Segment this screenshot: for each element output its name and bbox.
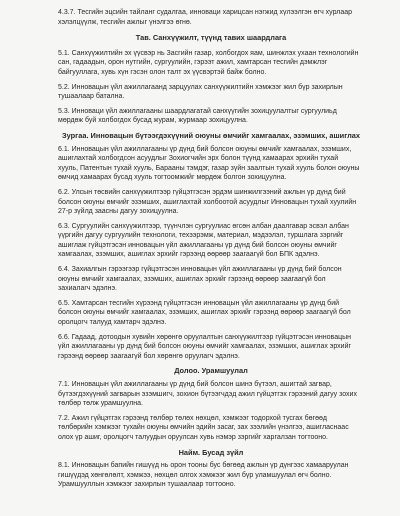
paragraph-7-2 [58, 414, 364, 443]
text-line: хууль, Патентын тухай хууль, Барааны тэмдэг, газар зүйн заалтын тухай хууль болон оюуны [58, 164, 360, 172]
paragraph-8-1 [58, 461, 364, 490]
paragraph-5-2 [58, 83, 364, 102]
text-line: бүтээгдэхүүний загварын эзэмшигч, зохион бүтээгчдэд ажил гүйцэтгэх гэрээний дагуу зохих [58, 390, 357, 398]
text-line: 5.2. Инновацын үйл ажиллагаанд зарцуулах санхүүжилтийн хэмжээг жил бүр захирлын [58, 83, 343, 91]
text-line: оюуны өмчийг хамгаалах, эзэмших, ашиглах эрхийг гэрээнд өөрөөр заагаагүй бол [58, 275, 326, 283]
text-line: төлбөрийн хэмжээг тухайн оюуны өмчийн эдийн засаг, зах зээлийн үнэлгээ, ашигласнаас [58, 424, 349, 432]
section-heading-7: Долоо. Урамшуулал [174, 366, 248, 376]
paragraph-7-1 [58, 380, 364, 409]
text-line: 6.4. Захиалгын гэрээгээр гүйцэтгэсэн инновацын үйл ажиллагааны үр дүнд бий болсон [58, 266, 342, 274]
text-line: болсон оюуны өмчийг хамгаалах, эзэмших, ашиглах эрхийг гэрээнд өөрөөр заагаагүй бол [58, 309, 351, 317]
text-line: хамгаалах, эзэмших, ашиглах эрхийг гэрээнд өөрөөр заагаагүй бол БПК эдэлнэ. [58, 251, 320, 259]
text-line: олох үр ашиг, оролцогч талуудын оруулсан хувь нэмэр зэргийг харгалзан тогтооно. [58, 433, 328, 441]
paragraph-5-3 [58, 107, 364, 126]
text-line: гишүүдэд хөнгөлөлт, хэмжээ, нөхцөл олгох хэмжээг жил бүр уламшуулал өгч болно. [58, 471, 332, 479]
text-line: ашиглахтай холбогдсон асуудлыг Зохиогчийн эрх болон түүнд хамаарах эрхийн тухай [58, 155, 339, 163]
section-heading-6: Зургаа. Инновацын бүтээгдэхүүний оюуны өмчийг хамгаалах, эзэмших, ашиглах [61, 130, 361, 140]
paragraph-6-5 [58, 299, 364, 328]
text-line: гэрээнд өөрөөр заагаагүй бол хөрөнгө оруулагч эдэлнэ. [58, 352, 240, 360]
text-line: 4.3.7. Тесгийн эцсийн тайланг судалгаа, инноваци харицсан нэгжид хүлээлгэн өгч хурлаар [58, 9, 352, 16]
text-line: 5.1. Санхүүжилтийн эх үүсвэр нь Засгийн газар, холбогдох яам, шинжлэх ухаан технологийн [58, 49, 359, 57]
text-line: төлбөр төлж урамшуулна. [58, 400, 144, 408]
text-line: мөрдөж буй холбогдох бусад журам, журмаар зохицуулна. [58, 117, 248, 125]
text-line: байгууллага, хувь хүн гэсэн олон талт эх үүсвэртэй байж болно. [58, 68, 267, 76]
text-line: 6.3. Сургуулийн санхүүжилтээр, түүнчлэн сургуулиас өгсөн албан даалгавар эсвэл албан [58, 222, 349, 230]
paragraph-6-3 [58, 222, 364, 260]
paragraph-6-1 [58, 145, 364, 183]
text-line: 27-р зүйлд заасны дагуу зохицуулна. [58, 208, 179, 216]
text-line: ашиглаж гүйцэтгэсэн инновацын үйл ажиллагааны үр дүнд бий болсон оюуны өмчийг [58, 241, 337, 249]
paragraph-6-6 [58, 333, 364, 362]
paragraph-6-2 [58, 188, 364, 217]
text-line: өмчид хамаарах бусад хууль тогтоомжийг мөрдөж болгон зохицуулна. [58, 174, 287, 182]
text-line: үйл ажиллагааны үр дүнд бий болсон оюуны өмчийг хамгаалах, эзэмших, ашиглах эрхийг [58, 343, 352, 351]
section-heading-8: Найм. Бусад зүйл [178, 447, 244, 457]
paragraph-6-4 [58, 265, 364, 294]
text-line: 6.1. Инновацын үйл ажиллагааны үр дүнд бий болсон оюуны өмчийг хамгаалах, эзэмших, [58, 145, 352, 153]
section-heading-5: Тав. Санхүүжилт, түүнд тавих шаардлага [135, 33, 287, 43]
paragraph-4-3-7 [58, 8, 364, 27]
text-line: захиалагч эдэлнэ. [58, 285, 117, 293]
text-line: Урамшууллын хэмжээг захирлын тушаалаар тогтооно. [58, 481, 236, 489]
text-line: 5.3. Инноваци үйл ажиллагааны шаардлагатай санхүүгийн зохицуулалтыг сургуулиьд [58, 107, 337, 115]
text-line: 6.5. Хамтарсан тесгийн хүрээнд гүйцэтгэсэн инновацын үйл ажиллагааны үр дүнд бий [58, 299, 340, 307]
text-line: оролцогч талууд хамтарч эдэлнэ. [58, 319, 167, 327]
text-line: 7.2. Ажил гүйцэтгэх гэрээнд төлбөр төлөх нөхцөл, хэмжээг тодорхой тусгах бөгөөд [58, 414, 327, 422]
text-line: үүргийн дагуу сургуулийн технологи, техээрэмж, материал, мэдээлэл, туршлага зэргийг [58, 232, 344, 240]
text-line: сан, гадаадын, орон нутгийн, сургуулийн, гэрээт ажил, хамтарсан тесгийн дэмжлэг [58, 59, 328, 67]
paragraph-5-1 [58, 49, 364, 78]
text-line: хэлэлцүүлж, тесгийн ажлыг үнэлгээ өгнө. [58, 18, 192, 26]
text-line: 6.6. Гадаад, дотоодын хувийн хөрөнгө оруулалтын санхүүжилтээр гүйцэтгэсэн инновацын [58, 333, 351, 341]
text-line: 7.1. Инновацын үйл ажиллагааны үр дүнд бий болсон шинэ бүтээл, ашигтай загвар, [58, 381, 332, 388]
text-line: 8.1. Инновацын бапийн гишүүд нь орон тооны бус бөгөөд ажлын үр дүнгээс хамааруулан [58, 462, 349, 470]
text-line: тушаалаар батална. [58, 93, 125, 101]
text-line: болсон оюуны өмчийг эзэмших, ашиглахтай холбоотой асуудлыг Инновацын тухай хуулийн [58, 198, 357, 206]
text-line: 6.2. Улсын төсвийн санхүүжилтээр гүйцэтгэсэн эрдэм шинжилгээний ажлын үр дүнд бий [58, 188, 346, 196]
